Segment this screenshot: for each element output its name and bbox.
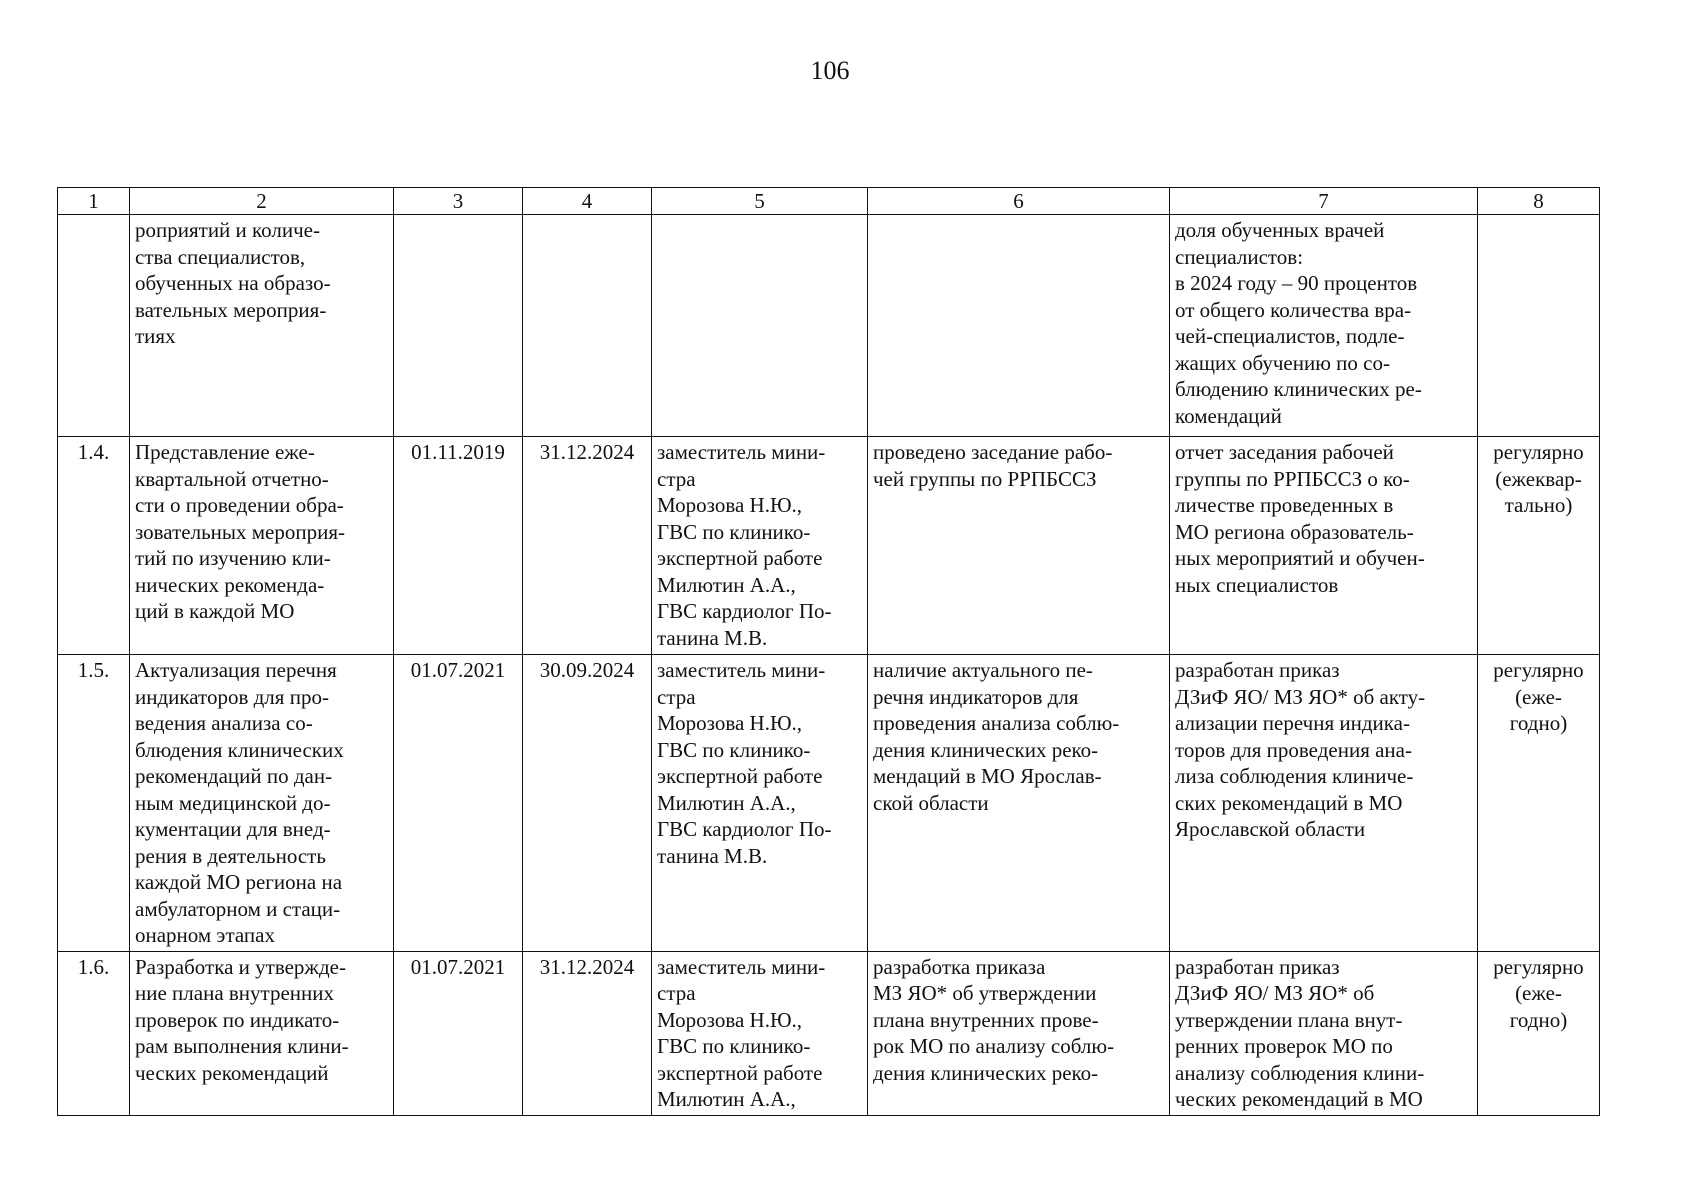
end-date: 30.09.2024 — [523, 655, 652, 952]
end-date: 31.12.2024 — [523, 951, 652, 1115]
start-date: 01.07.2021 — [394, 655, 523, 952]
row-number: 1.4. — [58, 437, 130, 655]
expected-result — [868, 215, 1170, 437]
header-col-7: 7 — [1170, 188, 1478, 215]
table-row — [58, 215, 1600, 437]
indicator: разработан приказ ДЗиФ ЯО/ МЗ ЯО* об утверждении плана внут- ренних проверок МО по анализу соблюдения клини- ческих рекомендаций в МО — [1170, 951, 1478, 1115]
start-date: 01.07.2021 — [394, 951, 523, 1115]
responsible: заместитель мини- стра Морозова Н.Ю., ГВС по клинико- экспертной работе Милютин А.А., ГВС кардиолог По- танина М.В. — [652, 655, 868, 952]
start-date: 01.11.2019 — [394, 437, 523, 655]
end-date — [523, 215, 652, 437]
row-number — [58, 215, 130, 437]
activity-name: Разработка и утвержде- ние плана внутренних проверок по индикато- рам выполнения клини- ческих рекомендаций — [130, 951, 394, 1115]
expected-result: наличие актуального пе- речня индикаторов для проведения анализа соблю- дения клинических реко- мендаций в МО Ярослав- ской области — [868, 655, 1170, 952]
activity-name: Представление еже- квартальной отчетно- сти о проведении обра- зовательных мероприя- тий по изучению кли- нических рекоменда- ций в каждой МО — [130, 437, 394, 655]
header-col-3: 3 — [394, 188, 523, 215]
start-date — [394, 215, 523, 437]
indicator: отчет заседания рабочей группы по РРПБССЗ о ко- личестве проведенных в МО региона образователь- ных мероприятий и обучен- ных специалистов — [1170, 437, 1478, 655]
periodicity — [1478, 215, 1600, 437]
expected-result: разработка приказа МЗ ЯО* об утверждении плана внутренних прове- рок МО по анализу соблю- дения клинических реко- — [868, 951, 1170, 1115]
periodicity: регулярно (еже- годно) — [1478, 655, 1600, 952]
header-col-6: 6 — [868, 188, 1170, 215]
periodicity: регулярно (еже- годно) — [1478, 951, 1600, 1115]
responsible — [652, 215, 868, 437]
header-row — [58, 188, 1600, 215]
table-row — [58, 655, 1600, 952]
responsible: заместитель мини- стра Морозова Н.Ю., ГВС по клинико- экспертной работе Милютин А.А., ГВС кардиолог По- танина М.В. — [652, 437, 868, 655]
activity-name: роприятий и количе- ства специалистов, обученных на образо- вательных мероприя- тиях — [130, 215, 394, 437]
header-col-8: 8 — [1478, 188, 1600, 215]
action-plan-table — [57, 187, 1600, 1116]
header-col-1: 1 — [58, 188, 130, 215]
header-col-2: 2 — [130, 188, 394, 215]
row-number: 1.5. — [58, 655, 130, 952]
header-col-4: 4 — [523, 188, 652, 215]
activity-name: Актуализация перечня индикаторов для про- ведения анализа со- блюдения клинических рекомендаций по дан- ным медицинской до- кументации для внед- рения в деятельность каждой МО региона на амбулаторном и стаци- онарном этапах — [130, 655, 394, 952]
expected-result: проведено заседание рабо- чей группы по РРПБССЗ — [868, 437, 1170, 655]
row-number: 1.6. — [58, 951, 130, 1115]
page-number: 106 — [810, 56, 850, 85]
responsible: заместитель мини- стра Морозова Н.Ю., ГВС по клинико- экспертной работе Милютин А.А., — [652, 951, 868, 1115]
table-row — [58, 437, 1600, 655]
end-date: 31.12.2024 — [523, 437, 652, 655]
table-row — [58, 951, 1600, 1115]
indicator: разработан приказ ДЗиФ ЯО/ МЗ ЯО* об акту- ализации перечня индика- торов для проведения ана- лиза соблюдения клиниче- ских рекомендаций в МО Ярославской области — [1170, 655, 1478, 952]
indicator: доля обученных врачей специалистов: в 2024 году – 90 процентов от общего количества вра- чей-специалистов, подле- жащих обучению по со- блюдению клинических ре- комендаций — [1170, 215, 1478, 437]
header-col-5: 5 — [652, 188, 868, 215]
periodicity: регулярно (ежеквар- тально) — [1478, 437, 1600, 655]
